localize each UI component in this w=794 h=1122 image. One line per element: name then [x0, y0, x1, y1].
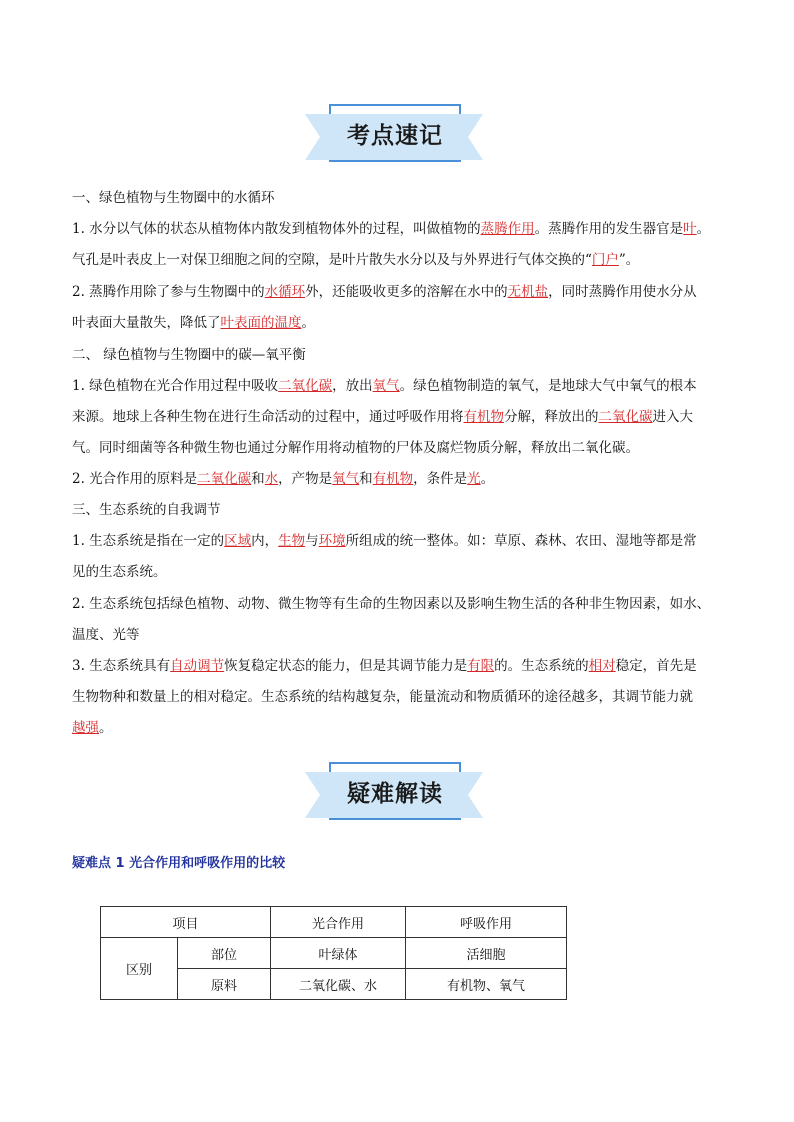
paragraph-line: 1. 水分以气体的状态从植物体内散发到植物体外的过程，叫做植物的蒸腾作用。蒸腾作用的发生器官是叶。	[72, 221, 711, 237]
difficulty-title: 疑难点 1 光合作用和呼吸作用的比较	[72, 856, 286, 871]
paragraph-line: 1. 生态系统是指在一定的区域内，生物与环境所组成的统一整体。如：草原、森林、农田、湿地等都是常	[72, 533, 697, 549]
answer-highlight: 二氧化碳	[197, 471, 252, 487]
table-cell: 活细胞	[406, 938, 567, 969]
paragraph-line: 气孔是叶表皮上一对保卫细胞之间的空隙，是叶片散失水分以及与外界进行气体交换的“门户”。	[72, 252, 640, 268]
answer-highlight: 越强	[72, 720, 99, 736]
paragraph-line: 2. 光合作用的原料是二氧化碳和水，产物是氧气和有机物，条件是光。	[72, 471, 495, 487]
table-header-cell: 光合作用	[271, 907, 406, 938]
table-row	[101, 907, 567, 938]
paragraph-line: 叶表面大量散失，降低了叶表面的温度。	[72, 315, 315, 331]
table-cell: 有机物、氧气	[406, 969, 567, 1000]
answer-highlight: 二氧化碳	[598, 409, 653, 425]
answer-highlight: 无机盐	[507, 284, 549, 300]
answer-highlight: 区域	[224, 533, 252, 549]
answer-highlight: 叶	[683, 221, 697, 237]
comparison-table	[100, 906, 567, 1000]
answer-highlight: 生物	[278, 533, 306, 549]
answer-highlight: 氧气	[372, 378, 400, 394]
answer-highlight: 水循环	[264, 284, 306, 300]
answer-highlight: 光	[467, 471, 481, 487]
answer-highlight: 有机物	[463, 409, 504, 425]
paragraph-line: 温度、光等	[72, 627, 140, 643]
banner-title: 考点速记	[347, 123, 443, 149]
table-cell: 原料	[178, 969, 271, 1000]
paragraph-line: 2. 生态系统包括绿色植物、动物、微生物等有生命的生物因素以及影响生物生活的各种非生物因素，如水、	[72, 596, 711, 612]
table-cell: 区别	[101, 938, 178, 1000]
table-cell: 部位	[178, 938, 271, 969]
table-header-cell: 呼吸作用	[406, 907, 567, 938]
table-cell: 叶绿体	[271, 938, 406, 969]
paragraph-line: 3. 生态系统具有自动调节恢复稳定状态的能力，但是其调节能力是有限的。生态系统的相对稳定，首先是	[72, 658, 697, 674]
answer-highlight: 氧气	[332, 471, 360, 487]
paragraph-line: 来源。地球上各种生物在进行生命活动的过程中，通过呼吸作用将有机物分解，释放出的二氧化碳进入大	[72, 409, 693, 425]
answer-highlight: 二氧化碳	[278, 378, 333, 394]
answer-highlight: 叶表面的温度	[220, 315, 302, 331]
answer-highlight: 门户	[591, 252, 619, 268]
section-heading: 三、生态系统的自我调节	[72, 502, 221, 518]
section-banner-key-points	[0, 104, 794, 174]
answer-highlight: 水	[264, 471, 279, 487]
table-header-cell: 项目	[101, 907, 271, 938]
paragraph-line: 气。同时细菌等各种微生物也通过分解作用将动植物的尸体及腐烂物质分解，释放出二氧化碳。	[72, 440, 639, 456]
section-banner-difficulties	[0, 762, 794, 832]
answer-highlight: 蒸腾作用	[480, 221, 535, 237]
table-cell: 二氧化碳、水	[271, 969, 406, 1000]
section-heading: 二、 绿色植物与生物圈中的碳—氧平衡	[72, 347, 306, 363]
paragraph-line: 越强。	[72, 720, 113, 736]
section-heading: 一、绿色植物与生物圈中的水循环	[72, 190, 275, 206]
paragraph-line: 1. 绿色植物在光合作用过程中吸收二氧化碳，放出氧气。绿色植物制造的氧气，是地球大气中氧气的根本	[72, 378, 697, 394]
answer-highlight: 自动调节	[170, 658, 225, 674]
banner-title: 疑难解读	[347, 781, 443, 807]
paragraph-line: 2. 蒸腾作用除了参与生物圈中的水循环外，还能吸收更多的溶解在水中的无机盐，同时蒸腾作用使水分从	[72, 284, 697, 300]
answer-highlight: 有机物	[372, 471, 414, 487]
table-row	[101, 938, 567, 969]
answer-highlight: 环境	[318, 533, 346, 549]
paragraph-line: 生物物种和数量上的相对稳定。生态系统的结构越复杂，能量流动和物质循环的途径越多，其调节能力就	[72, 689, 693, 705]
answer-highlight: 有限	[467, 658, 495, 674]
paragraph-line: 见的生态系统。	[72, 564, 167, 580]
answer-highlight: 相对	[588, 658, 616, 674]
